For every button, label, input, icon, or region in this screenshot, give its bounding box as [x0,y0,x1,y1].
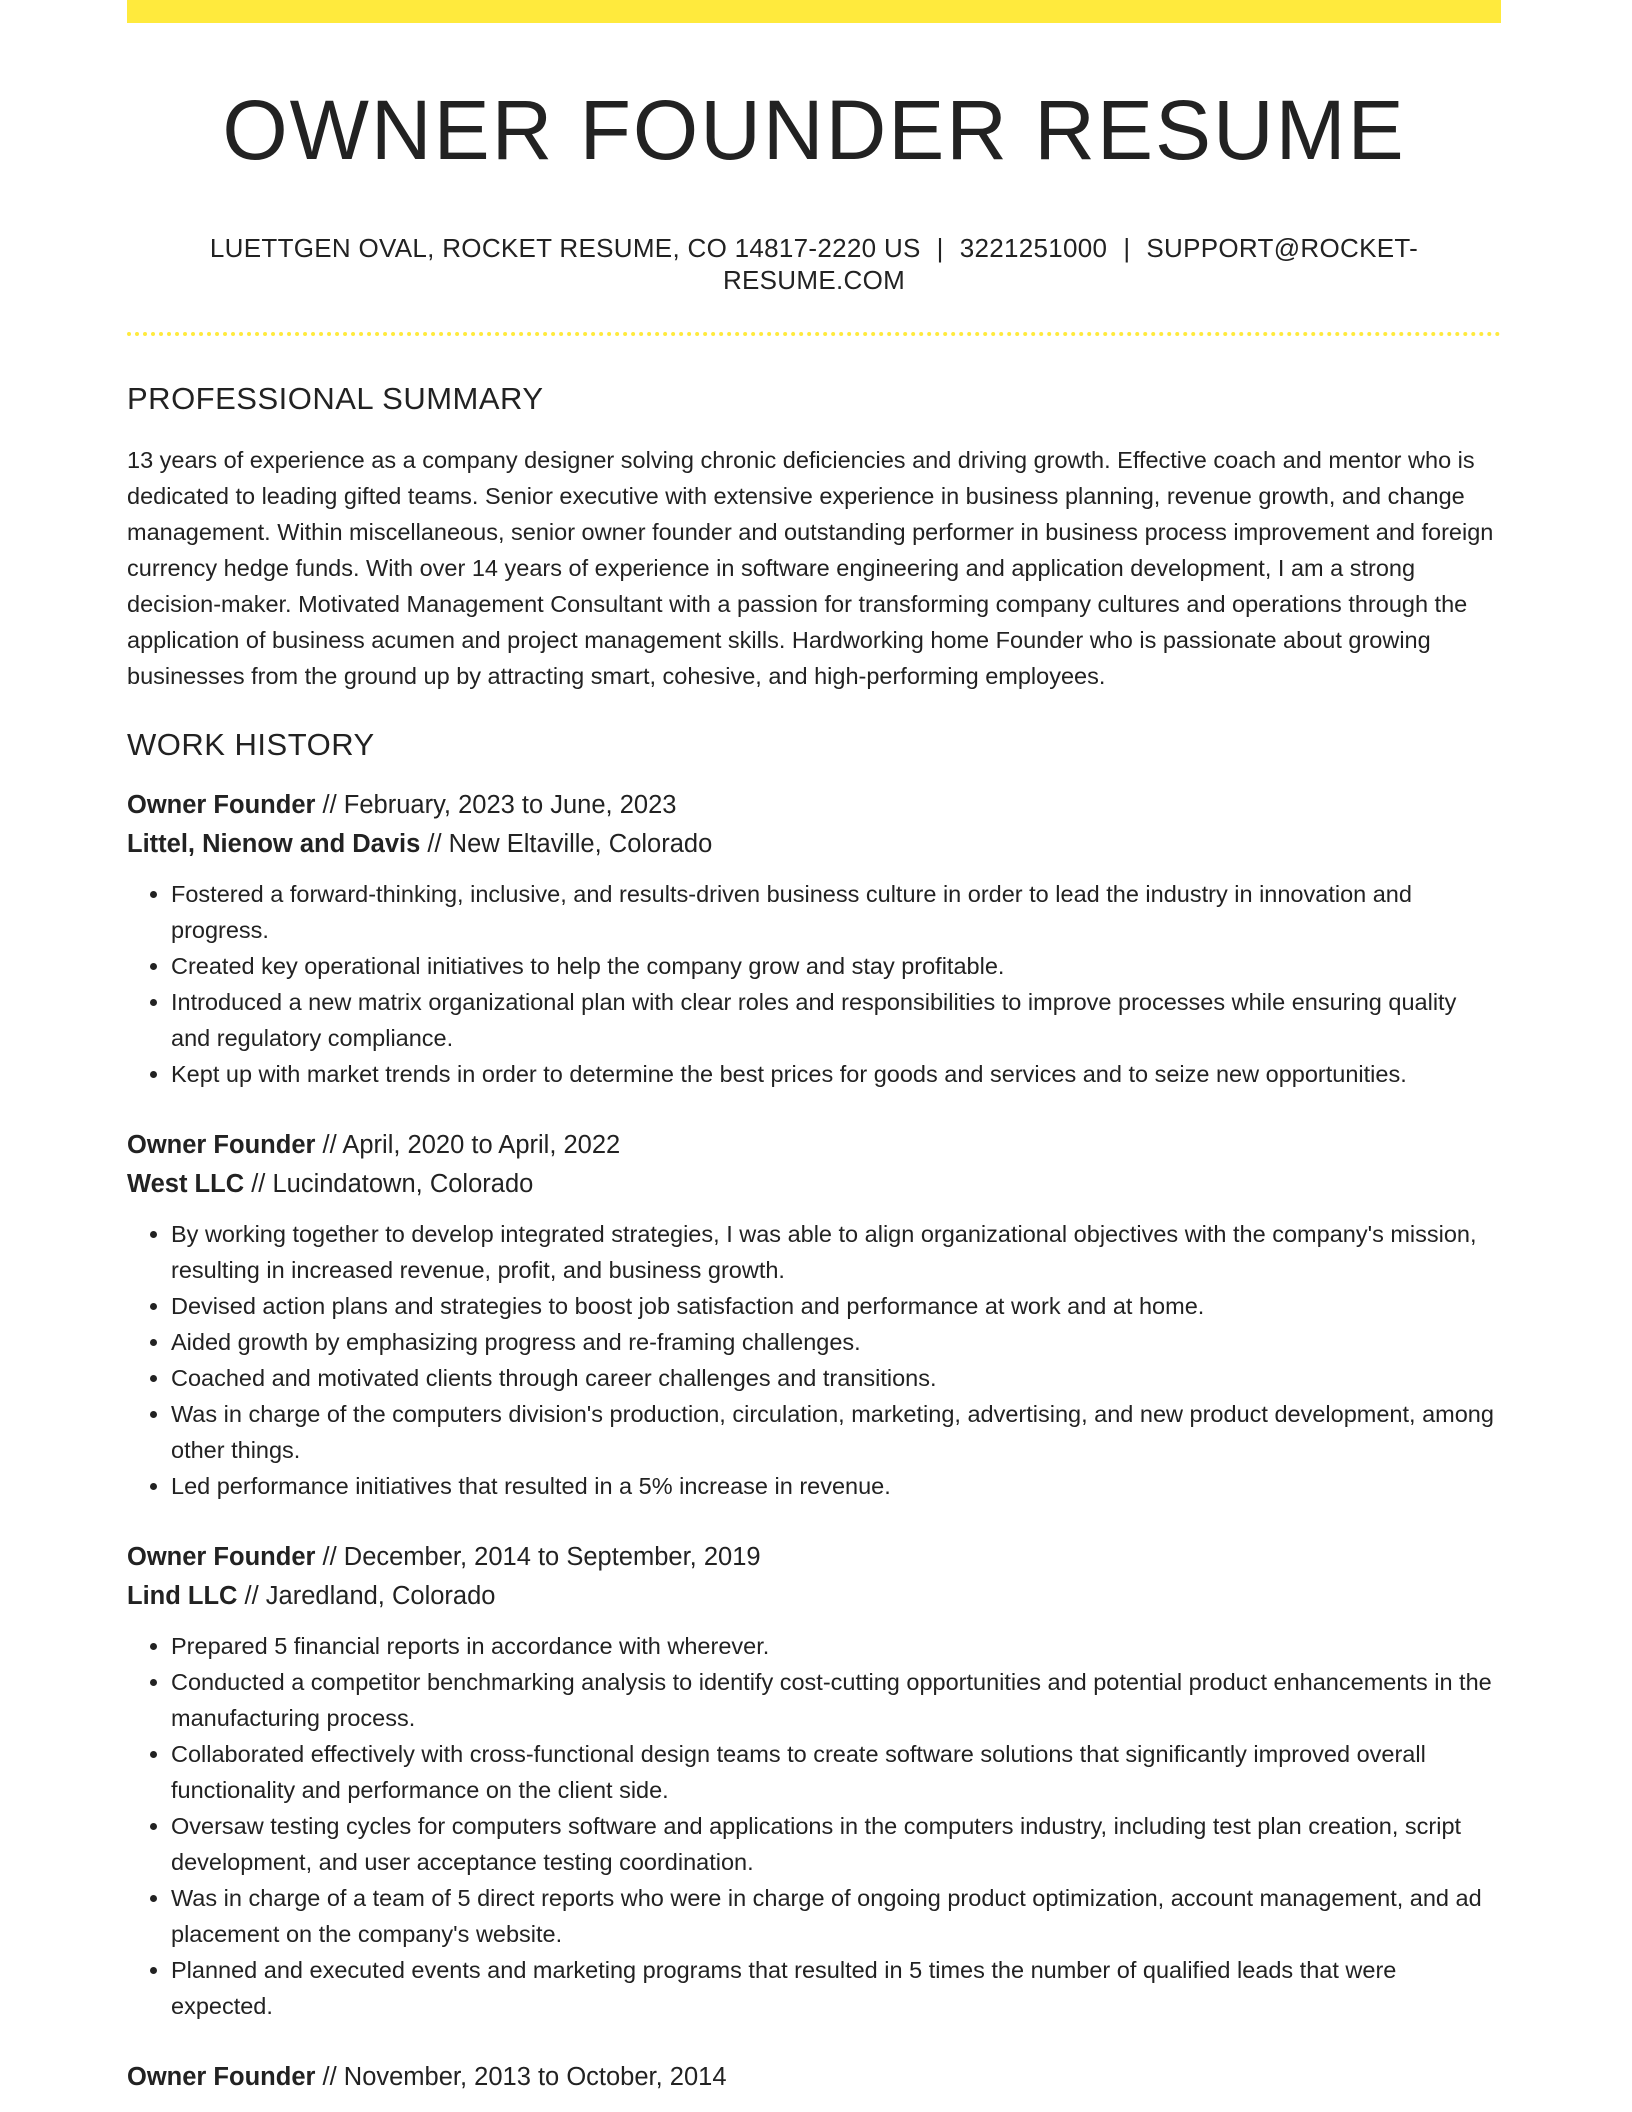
job-title-line [127,1126,1501,1165]
job-bullet: • Was in charge of the computers division's production, circulation, marketing, advertising, and new product development, among other things. [171,1396,1501,1468]
job-bullet: • Aided growth by emphasizing progress and re-framing challenges. [171,1324,1501,1360]
job-dates: // February, 2023 to June, 2023 [315,791,677,819]
job-title: Owner Founder [127,791,316,819]
job-entry [127,1538,1501,2024]
job-bullet: • By working together to develop integrated strategies, I was able to align organizational objectives with the company's mission, resulting in increased revenue, profit, and business growth. [171,1216,1501,1288]
job-company: Lind LLC [127,1582,238,1610]
contact-address: LUETTGEN OVAL, ROCKET RESUME, CO 14817-2220 US [209,233,921,263]
contact-separator: | [1123,233,1131,263]
job-bullet: • Collaborated effectively with cross-functional design teams to create software solutions that significantly improved overall functionality and performance on the client side. [171,1736,1501,1808]
job-location: // Jaredland, Colorado [237,1582,496,1610]
job-company-line [127,825,1501,864]
job-bullet: • Planned and executed events and marketing programs that resulted in 5 times the number of qualified leads that were expected. [171,1952,1501,2024]
work-history-heading: WORK HISTORY [127,727,375,762]
job-bullet: • Conducted a competitor benchmarking analysis to identify cost-cutting opportunities and potential product enhancements in the manufacturing process. [171,1664,1501,1736]
job-title: Owner Founder [127,1543,316,1571]
job-title: Owner Founder [127,1131,316,1159]
job-bullet: • Created key operational initiatives to help the company grow and stay profitable. [171,948,1501,984]
contact-separator: | [936,233,944,263]
job-company: West LLC [127,1170,245,1198]
job-bullet: • Devised action plans and strategies to boost job satisfaction and performance at work and at home. [171,1288,1501,1324]
job-title-line [127,1538,1501,1577]
job-dates: // April, 2020 to April, 2022 [315,1131,621,1159]
job-bullet: • Was in charge of a team of 5 direct reports who were in charge of ongoing product optimization, account management, and ad placement on the company's website. [171,1880,1501,1952]
resume-title: OWNER FOUNDER RESUME [222,83,1406,177]
job-bullet-list [127,876,1501,1092]
job-bullet: • Led performance initiatives that resulted in a 5% increase in revenue. [171,1468,1501,1504]
job-bullet: • Fostered a forward-thinking, inclusive, and results-driven business culture in order to lead the industry in innovation and progress. [171,876,1501,948]
contact-phone: 3221251000 [959,233,1108,263]
job-title: Owner Founder [127,2063,316,2091]
contact-email: SUPPORT@ROCKET-RESUME.COM [722,233,1419,295]
job-bullet: • Oversaw testing cycles for computers software and applications in the computers industry, including test plan creation, script development, and user acceptance testing coordination. [171,1808,1501,1880]
job-bullet: • Prepared 5 financial reports in accordance with wherever. [171,1628,1501,1664]
resume-content [127,0,1501,2097]
job-dates: // December, 2014 to September, 2019 [315,1543,761,1571]
summary-heading: PROFESSIONAL SUMMARY [127,381,544,416]
job-bullet: • Coached and motivated clients through career challenges and transitions. [171,1360,1501,1396]
job-entry [127,2058,1501,2097]
job-entry [127,1126,1501,1504]
job-bullet: • Kept up with market trends in order to determine the best prices for goods and services and to seize new opportunities. [171,1056,1501,1092]
job-bullet-list [127,1628,1501,2024]
job-company-line [127,1165,1501,1204]
job-dates: // November, 2013 to October, 2014 [315,2063,727,2091]
job-location: // New Eltaville, Colorado [420,830,713,858]
job-title-line [127,786,1501,825]
job-company-line [127,1577,1501,1616]
summary-text: 13 years of experience as a company designer solving chronic deficiencies and driving growth. Effective coach and mentor who is dedicated to leading gifted teams. Senior executive with extensive experience in business planning, revenue growth, and change management. Within miscellaneous, senior owner founder and outstanding performer in business process improvement and foreign currency hedge funds. With over 14 years of experience in software engineering and application development, I am a strong decision-maker. Motivated Management Consultant with a passion for transforming company cultures and operations through the application of business acumen and project management skills. Hardworking home Founder who is passionate about growing businesses from the ground up by attracting smart, cohesive, and high-performing employees. [127,447,1494,689]
dotted-divider [127,332,1501,336]
job-company: Littel, Nienow and Davis [127,830,421,858]
job-title-line [127,2058,1501,2097]
job-bullet: • Introduced a new matrix organizational plan with clear roles and responsibilities to improve processes while ensuring quality and regulatory compliance. [171,984,1501,1056]
job-bullet-list [127,1216,1501,1504]
job-location: // Lucindatown, Colorado [244,1170,534,1198]
contact-line [127,232,1501,296]
work-history-list [127,786,1501,2097]
job-entry [127,786,1501,1092]
